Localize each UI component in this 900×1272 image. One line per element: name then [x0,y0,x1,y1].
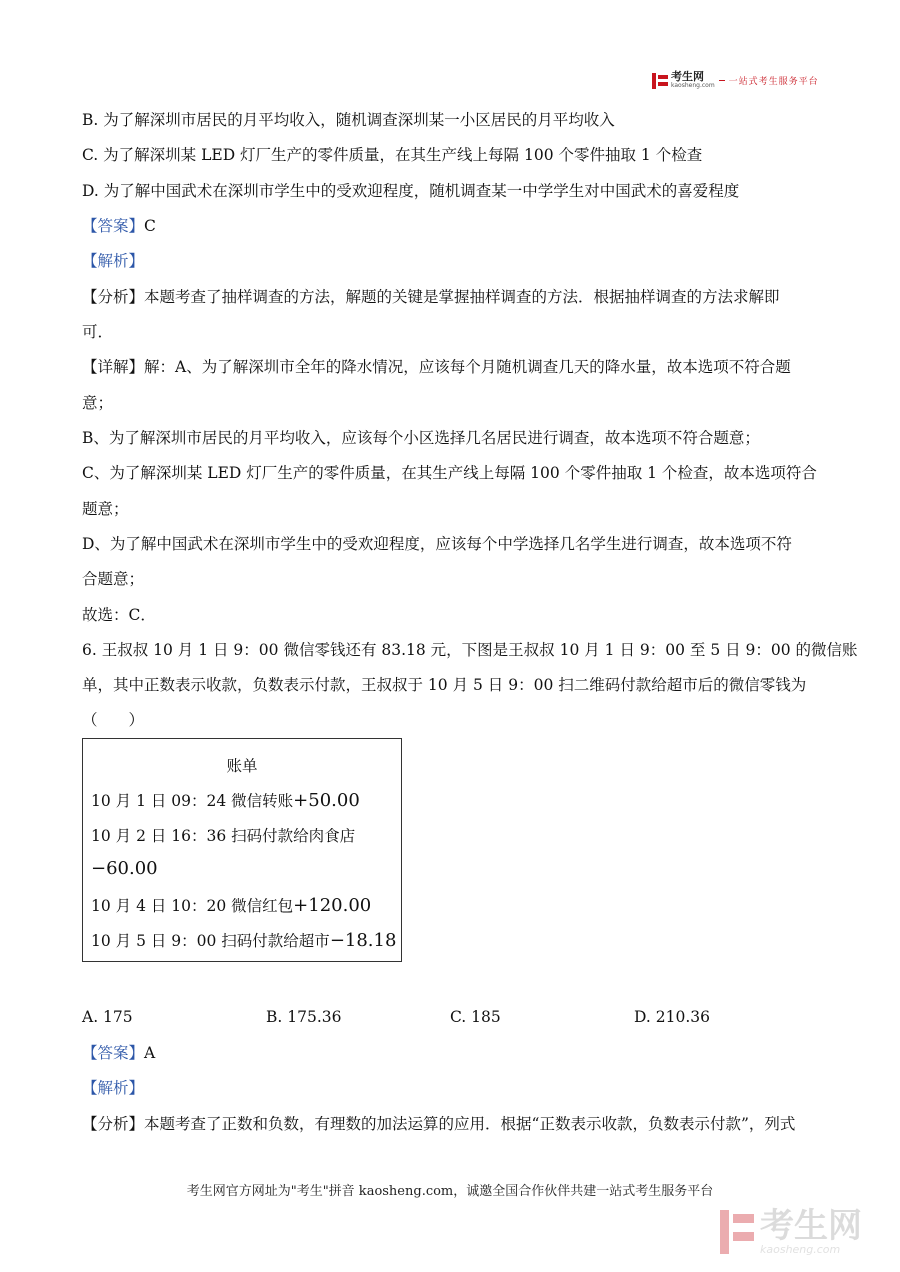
watermark-name: 考生网 [760,1206,862,1246]
q5-fenxi-line-2: 可． [82,323,114,341]
fenxi-tag: 【分析】 [82,1115,145,1133]
bill-amount: −18.18 [329,930,397,951]
q5-xiangjie-line-5: 题意； [82,500,129,518]
answer-value: C [144,217,156,235]
q6-answer-line [82,1043,155,1063]
q6-analysis-tag: 【解析】 [82,1079,145,1097]
q6-stem-line-2: 单，其中正数表示收款，负数表示付款，王叔叔于 10 月 5 日 9：00 扫二维码付款给超市后的微信零钱为 [82,676,807,694]
q5-option-c: C. 为了解深圳某 LED 灯厂生产的零件质量，在其生产线上每隔 100 个零件抽取 1 个检查 [82,146,703,164]
bill-amount: +120.00 [293,895,372,916]
header-logo [652,72,819,89]
logo-name: 考生网 [671,70,704,83]
bill-row-3: 10 月 4 日 10：20 微信红包+120.00 [91,895,372,916]
q6-stem-line-1: 6. 王叔叔 10 月 1 日 9：00 微信零钱还有 83.18 元，下图是王叔叔 10 月 1 日 9：00 至 5 日 9：00 的微信账 [82,641,858,659]
watermark [720,1208,862,1256]
bill-box [82,738,402,962]
answer-tag: 【答案】 [82,1044,145,1062]
logo-slogan: 一站式考生服务平台 [728,77,819,87]
q5-xiangjie-line-1: 【详解】解：A、为了解深圳市全年的降水情况，应该每个月随机调查几天的降水量，故本选项不符合题 [82,358,791,376]
page-footer: 考生网官方网址为"考生"拼音 kaosheng.com，诚邀全国合作伙伴共建一站式考生服务平台 [186,1184,714,1199]
fenxi-tag: 【分析】 [82,288,145,306]
q5-xiangjie-line-2: 意； [82,394,114,412]
q6-option-d: D. 210.36 [634,1008,710,1026]
q5-xiangjie-line-6: D、为了解中国武术在深圳市学生中的受欢迎程度，应该每个中学选择几名学生进行调查，故本选项不符 [82,535,792,553]
q5-xiangjie-line-3: B、为了解深圳市居民的月平均收入，应该每个小区选择几名居民进行调查，故本选项不符合题意； [82,429,760,447]
q5-analysis-tag: 【解析】 [82,252,145,270]
q6-option-c: C. 185 [450,1008,501,1026]
bill-amount: −60.00 [91,858,158,879]
bill-row-2: 10 月 2 日 16：36 扫码付款给肉食店 [91,827,356,845]
q5-xiangjie-line-7: 合题意； [82,570,145,588]
q5-fenxi-line-1: 【分析】本题考查了抽样调查的方法，解题的关键是掌握抽样调查的方法．根据抽样调查的方法求解即 [82,288,780,306]
q6-option-b: B. 175.36 [266,1008,342,1026]
xiangjie-tag: 【详解】 [82,358,145,376]
bill-amount: +50.00 [293,790,360,811]
q6-option-a: A. 175 [82,1008,133,1026]
bill-row-1: 10 月 1 日 09：24 微信转账+50.00 [91,790,360,811]
q5-conclusion: 故选：C． [82,606,156,624]
q5-option-d: D. 为了解中国武术在深圳市学生中的受欢迎程度，随机调查某一中学学生对中国武术的喜爱程度 [82,182,740,200]
q5-xiangjie-line-4: C、为了解深圳某 LED 灯厂生产的零件质量，在其生产线上每隔 100 个零件抽取 1 个检查，故本选项符合 [82,464,817,482]
q5-option-b: B. 为了解深圳市居民的月平均收入，随机调查深圳某一小区居民的月平均收入 [82,111,615,129]
bill-title: 账单 [226,757,258,775]
bill-row-4: 10 月 5 日 9：00 扫码付款给超市−18.18 [91,930,397,951]
answer-value: A [144,1044,156,1062]
q5-answer-line [82,216,156,236]
q6-stem-line-3: （ ） [82,711,145,729]
kaosheng-logo-icon [652,73,668,89]
q6-fenxi-line-1: 【分析】本题考查了正数和负数，有理数的加法运算的应用．根据“正数表示收款，负数表示付款”，列式 [82,1115,796,1133]
answer-tag: 【答案】 [82,217,145,235]
logo-domain: kaosheng.com [671,82,715,89]
watermark-domain: kaosheng.com [760,1243,841,1256]
watermark-logo-icon [720,1210,754,1254]
